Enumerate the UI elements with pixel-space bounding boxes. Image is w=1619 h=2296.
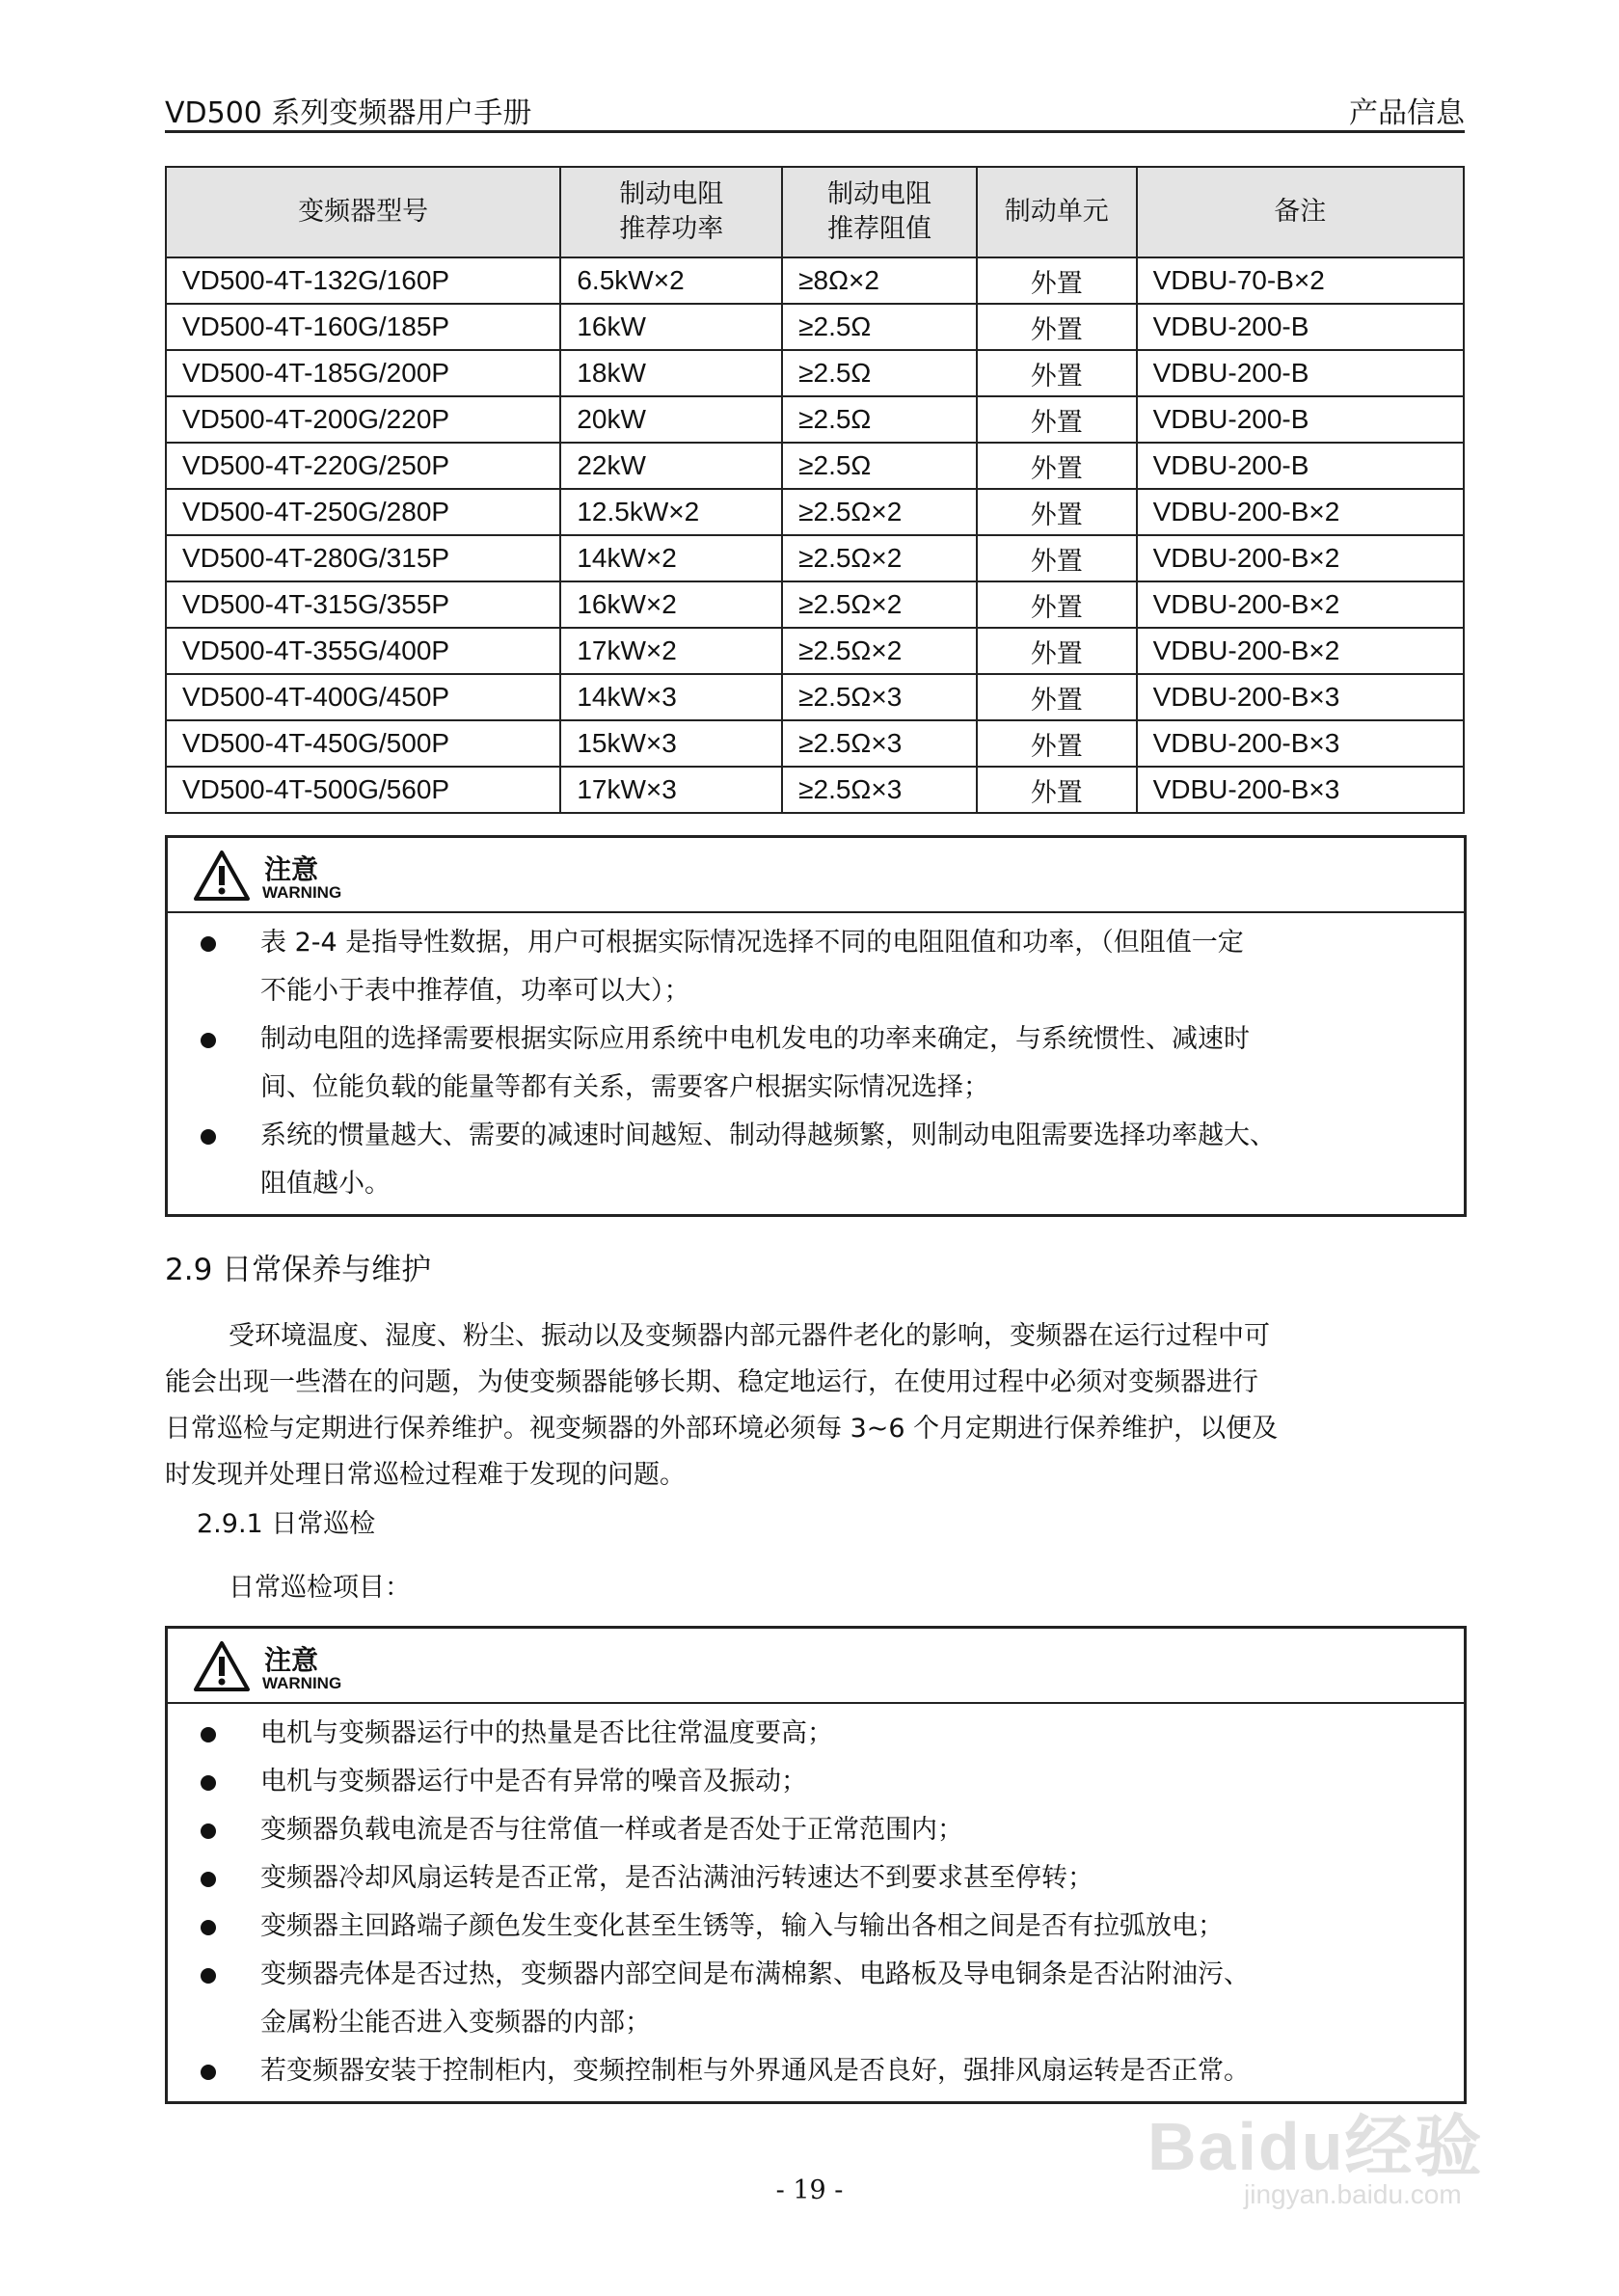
list-item: 表 2-4 是指导性数据，用户可根据实际情况选择不同的电阻阻值和功率，（但阻值一定 不能小于表中推荐值，功率可以大）； [168, 919, 1443, 1015]
list-item: 系统的惯量越大、需要的减速时间越短、制动得越频繁，则制动电阻需要选择功率越大、 阻值越小。 [168, 1112, 1443, 1208]
list-item: 制动电阻的选择需要根据实际应用系统中电机发电的功率来确定，与系统惯性、减速时 间、位能负载的能量等都有关系，需要客户根据实际情况选择； [168, 1015, 1443, 1112]
table-row: VD500-4T-200G/220P 20kW ≥2.5Ω 外置 VDBU-200-B [166, 396, 1464, 443]
bullet-icon [201, 1920, 216, 1935]
bullet-icon [201, 1968, 216, 1984]
bullet-icon [201, 1129, 216, 1145]
bullet-icon [201, 936, 216, 952]
header-title: VD500 系列变频器用户手册 [165, 96, 532, 130]
warning-title: 注意 [264, 853, 319, 885]
watermark [1147, 2093, 1543, 2218]
col-header-model: 变频器型号 [166, 167, 560, 257]
table-row: VD500-4T-400G/450P 14kW×3 ≥2.5Ω×3 外置 VDBU-200-B×3 [166, 674, 1464, 720]
warning-box-inspection [165, 1626, 1467, 2104]
table-row: VD500-4T-355G/400P 17kW×2 ≥2.5Ω×2 外置 VDBU-200-B×2 [166, 628, 1464, 674]
header-rule [165, 130, 1465, 133]
warning-subtitle: WARNING [262, 1674, 342, 1692]
list-item: 若变频器安装于控制柜内，变频控制柜与外界通风是否良好，强排风扇运转是否正常。 [168, 2047, 1443, 2095]
warning-triangle-icon [193, 850, 251, 902]
warning-header [168, 1629, 1464, 1704]
braking-resistor-table [165, 166, 1465, 814]
table-row: VD500-4T-160G/185P 16kW ≥2.5Ω 外置 VDBU-200-B [166, 304, 1464, 350]
list-item: 变频器主回路端子颜色发生变化甚至生锈等，输入与输出各相之间是否有拉弧放电； [168, 1903, 1443, 1951]
table-row: VD500-4T-500G/560P 17kW×3 ≥2.5Ω×3 外置 VDBU-200-B×3 [166, 767, 1464, 813]
table-header-row [166, 167, 1464, 257]
list-item: 变频器负载电流是否与往常值一样或者是否处于正常范围内； [168, 1806, 1443, 1854]
list-item: 变频器壳体是否过热，变频器内部空间是布满棉絮、电路板及导电铜条是否沾附油污、 金属粉尘能否进入变频器的内部； [168, 1951, 1443, 2047]
bullet-icon [201, 1775, 216, 1791]
section-title: 2.9 日常保养与维护 [165, 1253, 432, 1287]
table-row: VD500-4T-185G/200P 18kW ≥2.5Ω 外置 VDBU-200-B [166, 350, 1464, 396]
table-row: VD500-4T-280G/315P 14kW×2 ≥2.5Ω×2 外置 VDBU-200-B×2 [166, 535, 1464, 581]
bullet-icon [201, 1823, 216, 1839]
warning-header [168, 838, 1464, 913]
subsection-title: 2.9.1 日常巡检 [197, 1509, 376, 1539]
table-row: VD500-4T-132G/160P 6.5kW×2 ≥8Ω×2 外置 VDBU-70-B×2 [166, 257, 1464, 304]
section-paragraph: 受环境温度、湿度、粉尘、振动以及变频器内部元器件老化的影响，变频器在运行过程中可 能会出现一些潜在的问题，为使变频器能够长期、稳定地运行，在使用过程中必须对变频器进行 日常巡检与定期进行保养维护。视变频器的外部环境必须每 3~6 个月定期进行保养维护，以便及 时发现并处理日常巡检过程难于发现的问题。 [165, 1321, 1279, 1490]
bullet-icon [201, 1727, 216, 1742]
col-header-power: 制动电阻 推荐功率 [560, 167, 782, 257]
bullet-icon [201, 1872, 216, 1887]
header-section: 产品信息 [1349, 96, 1465, 130]
col-header-remark: 备注 [1137, 167, 1464, 257]
table-row: VD500-4T-315G/355P 16kW×2 ≥2.5Ω×2 外置 VDBU-200-B×2 [166, 581, 1464, 628]
col-header-brake-unit: 制动单元 [977, 167, 1137, 257]
col-header-resistance: 制动电阻 推荐阻值 [782, 167, 977, 257]
warning-box-braking [165, 835, 1467, 1217]
watermark-url: jingyan.baidu.com [1244, 2179, 1462, 2209]
list-item: 电机与变频器运行中的热量是否比往常温度要高； [168, 1710, 1443, 1758]
table-row: VD500-4T-250G/280P 12.5kW×2 ≥2.5Ω×2 外置 VDBU-200-B×2 [166, 489, 1464, 535]
inspection-label: 日常巡检项目： [229, 1573, 411, 1603]
list-item: 变频器冷却风扇运转是否正常，是否沾满油污转速达不到要求甚至停转； [168, 1854, 1443, 1903]
list-item: 电机与变频器运行中是否有异常的噪音及振动； [168, 1758, 1443, 1806]
table-row: VD500-4T-220G/250P 22kW ≥2.5Ω 外置 VDBU-200-B [166, 443, 1464, 489]
bullet-icon [201, 1033, 216, 1048]
warning-subtitle: WARNING [262, 883, 342, 902]
warning-title: 注意 [264, 1644, 319, 1676]
warning-triangle-icon [193, 1640, 251, 1692]
watermark-logo: Baidu经验 [1147, 2109, 1484, 2184]
bullet-icon [201, 2065, 216, 2080]
page-number: - 19 - [775, 2175, 844, 2205]
table-row: VD500-4T-450G/500P 15kW×3 ≥2.5Ω×3 外置 VDBU-200-B×3 [166, 720, 1464, 767]
